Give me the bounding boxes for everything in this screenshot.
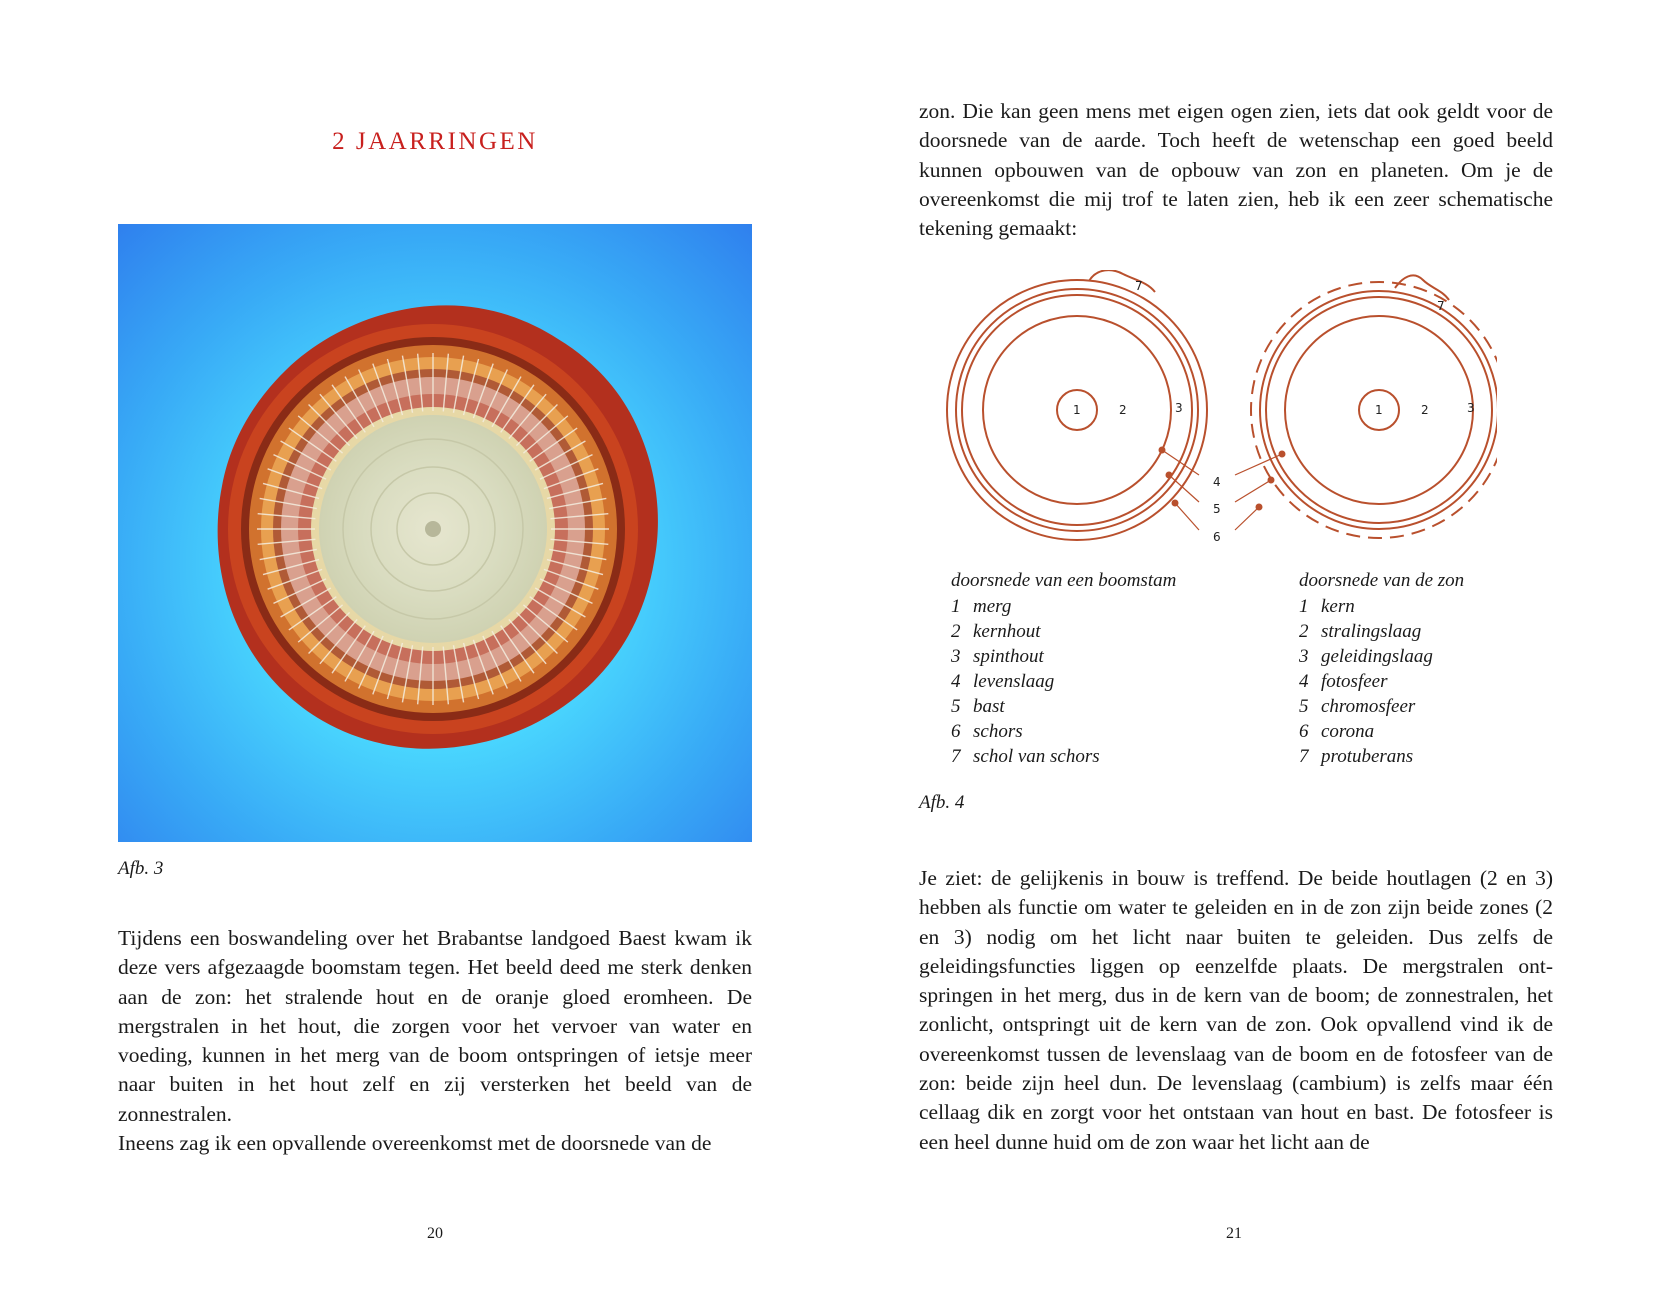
tree-stump-photo xyxy=(118,224,752,842)
sun-prominence xyxy=(1395,275,1449,300)
right-body-text-top: zon. Die kan geen mens met eigen ogen zien, iets dat ook geldt voor de doorsnede van de aarde. Toch heeft de wetenschap een goed beeld kunnen opbouwen van de opbouw van zon en planeten. Om je de overeenkomst die mij trof te laten zien, heb ik een zeer schematische tekening gemaakt: xyxy=(919,99,1553,241)
paragraph: Ineens zag ik een opvallende overeenkomst met de doorsnede van de xyxy=(118,1131,712,1156)
pointer-label-5: 5 xyxy=(1213,502,1221,516)
page-number: 20 xyxy=(427,1225,443,1242)
right-body-text-bottom: Je ziet: de gelijkenis in bouw is treffend. De beide houtlagen (2 en 3) hebben als functie om water te geleiden en in de zon zijn beide zones (2 en 3) nodig om het licht naar buiten te geleiden. Dus zelfs de geleidingsfuncties liggen op eenzelfde plaats. De mergstralen ontspringen in het merg, dus in de kern van de boom; de zonnestralen, het zonlicht, ontspringt uit de kern van de zon. Ook opvallend vind ik de overeenkomst tussen de levenslaag van de boom en de fotosfeer van de zon: beide zijn heel dun. De levenslaag (cambium) is zelfs maar één cellaag dik en zorgt voor het ontstaan van hout en bast. De fotosfeer is een heel dunne huid om de zon waar het licht aan de xyxy=(919,866,1553,1154)
legend-item: 4 levenslaag xyxy=(951,671,1055,692)
cross-section-diagram xyxy=(937,270,1497,560)
legend-sun xyxy=(1299,568,1464,769)
sun-label-3: 3 xyxy=(1467,401,1475,415)
legend-item: 7 protuberans xyxy=(1299,746,1414,767)
sun-label-1: 1 xyxy=(1375,403,1383,417)
legend-item: 5 bast xyxy=(951,696,1005,717)
paragraph: Tijdens een boswandeling over het Brabantse landgoed Baest kwam ik deze vers afgezaagde boomstam tegen. Het beeld deed me sterk denken aan de zon: het stralende hout en de oranje gloed eromheen. De mergstralen in het hout, die zorgen voor het vervoer van water en voeding, kunnen in het merg van de boom ontspringen of ietsje meer naar buiten in het hout zelf en zij versterken het beeld van de zonnestralen. xyxy=(118,926,752,1126)
legend-item: 1 merg xyxy=(951,596,1012,617)
tree-label-2: 2 xyxy=(1119,403,1127,417)
tree-label-7: 7 xyxy=(1135,279,1143,293)
legend-title: doorsnede van de zon xyxy=(1299,570,1465,591)
legend-item: 2 stralingslaag xyxy=(1299,621,1422,642)
legend-item: 1 kern xyxy=(1299,596,1355,617)
sun-ring-corona xyxy=(1251,282,1497,538)
tree-label-1: 1 xyxy=(1073,403,1081,417)
right-page xyxy=(827,0,1654,1300)
legend-item: 3 spinthout xyxy=(951,646,1044,667)
legend-item: 5 chromosfeer xyxy=(1299,696,1416,717)
legend-item: 4 fotosfeer xyxy=(1299,671,1388,692)
legend-item: 7 schol van schors xyxy=(951,746,1100,767)
sun-label-7: 7 xyxy=(1437,299,1445,313)
sun-label-2: 2 xyxy=(1421,403,1429,417)
legend-item: 3 geleidingslaag xyxy=(1299,646,1433,667)
chapter-title: 2 JAARRINGEN xyxy=(332,128,538,155)
legend-item: 6 schors xyxy=(951,721,1023,742)
legend-tree xyxy=(951,568,1176,769)
left-body-text xyxy=(118,924,752,1158)
legend-item: 6 corona xyxy=(1299,721,1375,742)
pointer-label-6: 6 xyxy=(1213,530,1221,544)
page-number: 21 xyxy=(1226,1225,1242,1242)
diagram-caption: Afb. 4 xyxy=(919,792,965,813)
tree-label-3: 3 xyxy=(1175,401,1183,415)
photo-caption: Afb. 3 xyxy=(118,858,164,879)
legend-title: doorsnede van een boomstam xyxy=(951,570,1177,591)
pointer-label-4: 4 xyxy=(1213,475,1221,489)
legend-item: 2 kernhout xyxy=(951,621,1041,642)
tree-cross-section-image xyxy=(118,224,752,842)
